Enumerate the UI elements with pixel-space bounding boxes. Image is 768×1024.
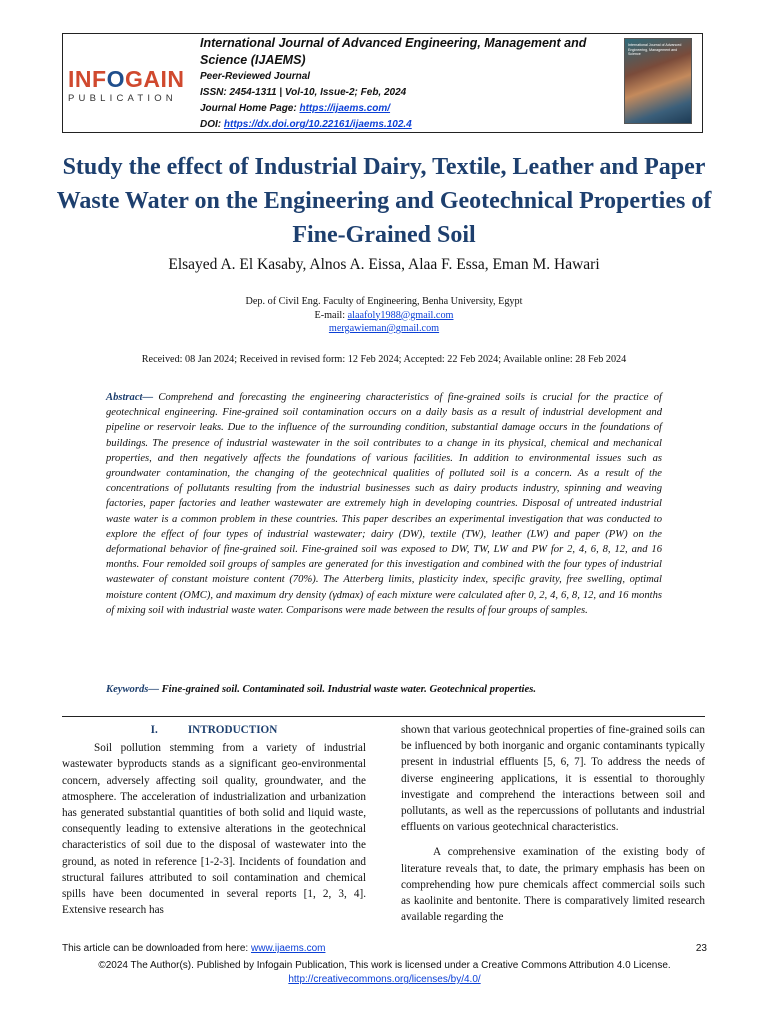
section-heading <box>62 722 366 738</box>
section-title: INTRODUCTION <box>187 724 278 736</box>
affiliation-block <box>40 295 728 336</box>
logo-text-b: O <box>106 66 125 92</box>
logo-subtext: PUBLICATION <box>68 93 177 104</box>
email-link-2[interactable]: mergawieman@gmail.com <box>328 323 440 334</box>
email-link-1[interactable]: alaafoly1988@gmail.com <box>347 309 454 321</box>
cover-text: International Journal of Advanced Engineering, Management and Science <box>628 43 682 56</box>
peer-reviewed: Peer-Reviewed Journal <box>200 71 311 82</box>
download-text: This article can be downloaded from here: <box>62 943 251 954</box>
license-link-row <box>62 974 707 985</box>
affiliation: Dep. of Civil Eng. Faculty of Engineering, Benha University, Egypt <box>245 296 523 307</box>
abstract <box>106 390 662 618</box>
right-column <box>401 722 705 925</box>
keywords-label: Keywords— <box>106 684 159 695</box>
section-number: I. <box>150 724 158 736</box>
journal-info <box>200 35 610 133</box>
left-column <box>62 722 366 918</box>
keywords <box>106 684 662 695</box>
abstract-label: Abstract— <box>106 392 154 403</box>
journal-cover-image <box>624 38 692 124</box>
logo-text-c: GAIN <box>124 66 185 92</box>
email-line <box>40 309 728 323</box>
abstract-text: Comprehend and forecasting the engineering characteristics of fine-grained soils is crucial for the practice of geotechnical engineering. Fine-grained soil contamination occurs on a daily basis as a result of industrial development and pipeline or reservoir leaks. Due to the influence of the surrounding condition, substantial damage occurs in the foundations of buildings. The presence of industrial wastewater in the soil contributes to a change in its physical, chemical and mechanical properties, and then negatively affects the foundations of various facilities. In addition to environmental issues such as groundwater contamination, the changing of the geotechnical qualities of polluted soil is a concern. As a result of the concentrations of pollutants resulting from the industrial businesses such as dairy products industry, spinning and weaving factories, paper factories and leather wastewater are extremely high in developing countries. Disposal of untreated industrial waste water is a common problem in these countries. This paper describes an experimental investigation that was conducted to explore the effect of four types of industrial wastewater; dairy (DW), textile (TW), leather (LW) and paper (PW) on the deformational behavior of fine-grained soil. Fine-grained soil was exposed to DW, TW, LW and PW for 2, 4, 6, 8, 12, and 16 months. Four remolded soil groups of samples are generated for this investigation and combined with the four types of industrial wastewater of constant moisture content (70%). The Atterberg limits, plasticity index, specific gravity, free swelling, optimal moisture content (OMC), and maximum dry density (γdmax) of each mixture were calculated after 0, 2, 4, 6, 8, 12, and 16 months of mixing soil with industrial waste water. Comparisons were made between the results of four groups of samples. <box>106 392 662 616</box>
issn: ISSN: 2454-1311 | Vol-10, Issue-2; Feb, 2024 <box>200 87 407 98</box>
doi-label: DOI: <box>200 119 224 130</box>
page-footer <box>62 943 707 985</box>
page-number: 23 <box>695 943 707 954</box>
license-text: ©2024 The Author(s). Published by Infogain Publication, This work is licensed under a Creative Commons Attribution 4.0 License. <box>98 960 671 971</box>
paper-title: Study the effect of Industrial Dairy, Textile, Leather and Paper Waste Water on the Engineering and Geotechnical Properties of Fine-Grained Soil <box>56 154 712 248</box>
paper-authors: Elsayed A. El Kasaby, Alnos A. Eissa, Alaa F. Essa, Eman M. Hawari <box>168 256 600 273</box>
footer-download-row <box>62 943 707 957</box>
home-page-link[interactable]: https://ijaems.com/ <box>299 103 391 114</box>
doi-line <box>200 117 610 133</box>
license-link[interactable]: http://creativecommons.org/licenses/by/4.0/ <box>288 974 481 985</box>
intro-paragraph-1: Soil pollution stemming from a variety of industrial wastewater byproducts stands as a significant geo-environmental concern, adversely affecting soil quality, groundwater, and the atmosphere. The acceleration of industrialization and urbanization has generated substantial quantities of both solid and liquid waste, consequently leading to extensive alterations in the geotechnical characteristics of soil due to the disposal of wastewater into the ground, as noted in reference [1-2-3]. Incidents of foundation and structural failures attributed to soil contamination and chemical spills have been documented in several reports [1, 2, 3, 4]. Extensive research has <box>62 742 366 917</box>
intro-paragraph-3: A comprehensive examination of the existing body of literature reveals that, to date, the primary emphasis has been on comprehending how pure chemicals affect commercial soils such as kaolinite and bentonite. There is comparatively limited research available regarding the <box>401 846 705 924</box>
doi-link[interactable]: https://dx.doi.org/10.22161/ijaems.102.4 <box>223 119 412 130</box>
home-page-label: Journal Home Page: <box>200 103 300 114</box>
home-page-line <box>200 101 610 117</box>
section-divider <box>62 716 705 717</box>
email-line-2 <box>40 322 728 336</box>
infogain-logo <box>68 66 186 106</box>
keywords-text: Fine-grained soil. Contaminated soil. Industrial waste water. Geotechnical properties. <box>158 684 536 695</box>
journal-title: International Journal of Advanced Engineering, Management and Science (IJAEMS) <box>200 36 587 67</box>
logo-text-a: INF <box>68 66 107 92</box>
publication-dates: Received: 08 Jan 2024; Received in revised form: 12 Feb 2024; Accepted: 22 Feb 2024; Available online: 28 Feb 2024 <box>141 354 627 365</box>
download-link[interactable]: www.ijaems.com <box>251 943 326 954</box>
email-label: E-mail: <box>314 309 348 321</box>
intro-paragraph-2: shown that various geotechnical properties of fine-grained soils can be influenced by both inorganic and organic contaminants typically present in industrial effluents [5, 6, 7]. To address the needs of diverse engineering applications, it is essential to thoroughly investigate and comprehend the interactions between soil and pollutants, as well as the repercussions of pollutants and industrial effluents on various geotechnical characteristics. <box>401 724 705 834</box>
